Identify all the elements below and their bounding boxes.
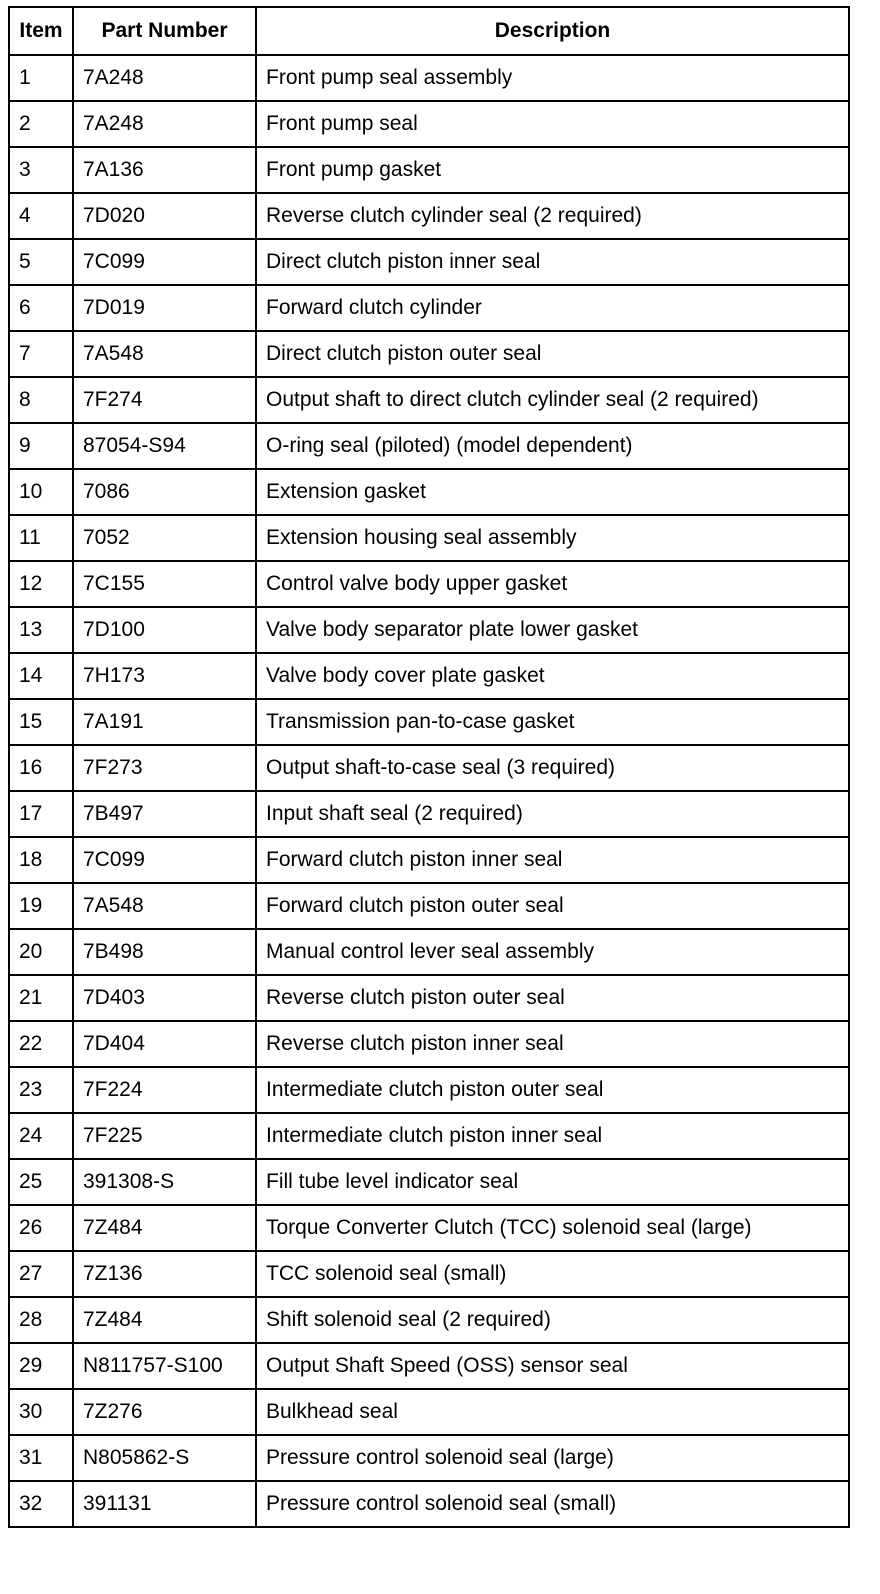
cell-description: Fill tube level indicator seal [256,1159,849,1205]
cell-description: Reverse clutch cylinder seal (2 required) [256,193,849,239]
header-description: Description [256,7,849,55]
header-part-number: Part Number [73,7,256,55]
table-row [9,1297,849,1343]
table-row [9,561,849,607]
cell-part-number: 7D100 [73,607,256,653]
cell-item: 8 [9,377,73,423]
table-row [9,469,849,515]
table-row [9,1389,849,1435]
cell-item: 19 [9,883,73,929]
cell-description: Manual control lever seal assembly [256,929,849,975]
table-row [9,377,849,423]
table-row [9,883,849,929]
cell-part-number: 391308-S [73,1159,256,1205]
cell-description: Torque Converter Clutch (TCC) solenoid seal (large) [256,1205,849,1251]
table-row [9,423,849,469]
parts-table [8,6,850,1528]
cell-item: 23 [9,1067,73,1113]
cell-part-number: 7086 [73,469,256,515]
cell-description: Reverse clutch piston outer seal [256,975,849,1021]
cell-part-number: 391131 [73,1481,256,1527]
cell-description: Shift solenoid seal (2 required) [256,1297,849,1343]
cell-description: Input shaft seal (2 required) [256,791,849,837]
cell-item: 31 [9,1435,73,1481]
table-row [9,193,849,239]
table-row [9,101,849,147]
cell-item: 18 [9,837,73,883]
table-header [9,7,849,55]
cell-item: 32 [9,1481,73,1527]
cell-item: 16 [9,745,73,791]
cell-part-number: 7A548 [73,883,256,929]
cell-part-number: 87054-S94 [73,423,256,469]
cell-part-number: 7A248 [73,101,256,147]
cell-item: 9 [9,423,73,469]
cell-item: 3 [9,147,73,193]
table-row [9,975,849,1021]
table-row [9,837,849,883]
cell-item: 27 [9,1251,73,1297]
cell-item: 26 [9,1205,73,1251]
cell-description: Extension housing seal assembly [256,515,849,561]
table-row [9,1067,849,1113]
cell-item: 1 [9,55,73,101]
cell-description: Forward clutch piston outer seal [256,883,849,929]
table-row [9,653,849,699]
cell-part-number: 7A248 [73,55,256,101]
cell-item: 28 [9,1297,73,1343]
cell-part-number: 7D019 [73,285,256,331]
cell-item: 6 [9,285,73,331]
table-row [9,1113,849,1159]
cell-part-number: 7Z136 [73,1251,256,1297]
cell-part-number: 7Z484 [73,1205,256,1251]
cell-part-number: 7A548 [73,331,256,377]
cell-description: Extension gasket [256,469,849,515]
cell-part-number: 7Z276 [73,1389,256,1435]
cell-description: Intermediate clutch piston inner seal [256,1113,849,1159]
cell-item: 15 [9,699,73,745]
cell-part-number: 7A136 [73,147,256,193]
table-row [9,1251,849,1297]
cell-description: TCC solenoid seal (small) [256,1251,849,1297]
cell-item: 7 [9,331,73,377]
header-item: Item [9,7,73,55]
cell-description: Front pump gasket [256,147,849,193]
table-row [9,1435,849,1481]
cell-description: Pressure control solenoid seal (large) [256,1435,849,1481]
cell-description: Bulkhead seal [256,1389,849,1435]
cell-part-number: 7C155 [73,561,256,607]
cell-description: Intermediate clutch piston outer seal [256,1067,849,1113]
table-row [9,331,849,377]
cell-part-number: 7C099 [73,239,256,285]
cell-description: Output shaft-to-case seal (3 required) [256,745,849,791]
cell-description: Transmission pan-to-case gasket [256,699,849,745]
cell-item: 11 [9,515,73,561]
cell-item: 4 [9,193,73,239]
cell-item: 17 [9,791,73,837]
table-row [9,791,849,837]
cell-description: Direct clutch piston inner seal [256,239,849,285]
table-row [9,1159,849,1205]
table-row [9,607,849,653]
cell-part-number: 7F274 [73,377,256,423]
header-row [9,7,849,55]
cell-part-number: 7D404 [73,1021,256,1067]
cell-part-number: 7F225 [73,1113,256,1159]
cell-part-number: 7Z484 [73,1297,256,1343]
cell-item: 30 [9,1389,73,1435]
table-row [9,699,849,745]
cell-part-number: N811757-S100 [73,1343,256,1389]
cell-description: Valve body cover plate gasket [256,653,849,699]
cell-description: Direct clutch piston outer seal [256,331,849,377]
cell-item: 22 [9,1021,73,1067]
table-row [9,745,849,791]
cell-part-number: 7D020 [73,193,256,239]
cell-item: 14 [9,653,73,699]
cell-description: Front pump seal assembly [256,55,849,101]
cell-description: Forward clutch cylinder [256,285,849,331]
cell-description: O-ring seal (piloted) (model dependent) [256,423,849,469]
table-row [9,1481,849,1527]
cell-description: Output shaft to direct clutch cylinder seal (2 required) [256,377,849,423]
cell-description: Control valve body upper gasket [256,561,849,607]
table-row [9,1205,849,1251]
cell-part-number: 7F224 [73,1067,256,1113]
cell-description: Output Shaft Speed (OSS) sensor seal [256,1343,849,1389]
table-row [9,929,849,975]
cell-item: 13 [9,607,73,653]
cell-item: 29 [9,1343,73,1389]
table-body [9,55,849,1527]
cell-part-number: 7F273 [73,745,256,791]
cell-item: 25 [9,1159,73,1205]
cell-item: 21 [9,975,73,1021]
cell-item: 2 [9,101,73,147]
cell-description: Pressure control solenoid seal (small) [256,1481,849,1527]
cell-description: Front pump seal [256,101,849,147]
cell-item: 24 [9,1113,73,1159]
cell-part-number: 7052 [73,515,256,561]
table-row [9,285,849,331]
cell-part-number: N805862-S [73,1435,256,1481]
cell-part-number: 7C099 [73,837,256,883]
cell-description: Valve body separator plate lower gasket [256,607,849,653]
cell-item: 10 [9,469,73,515]
cell-description: Forward clutch piston inner seal [256,837,849,883]
cell-item: 12 [9,561,73,607]
table-row [9,55,849,101]
table-row [9,1021,849,1067]
cell-description: Reverse clutch piston inner seal [256,1021,849,1067]
table-row [9,147,849,193]
cell-part-number: 7B498 [73,929,256,975]
cell-part-number: 7A191 [73,699,256,745]
table-row [9,239,849,285]
cell-part-number: 7H173 [73,653,256,699]
cell-part-number: 7D403 [73,975,256,1021]
cell-part-number: 7B497 [73,791,256,837]
table-row [9,515,849,561]
table-row [9,1343,849,1389]
cell-item: 20 [9,929,73,975]
cell-item: 5 [9,239,73,285]
